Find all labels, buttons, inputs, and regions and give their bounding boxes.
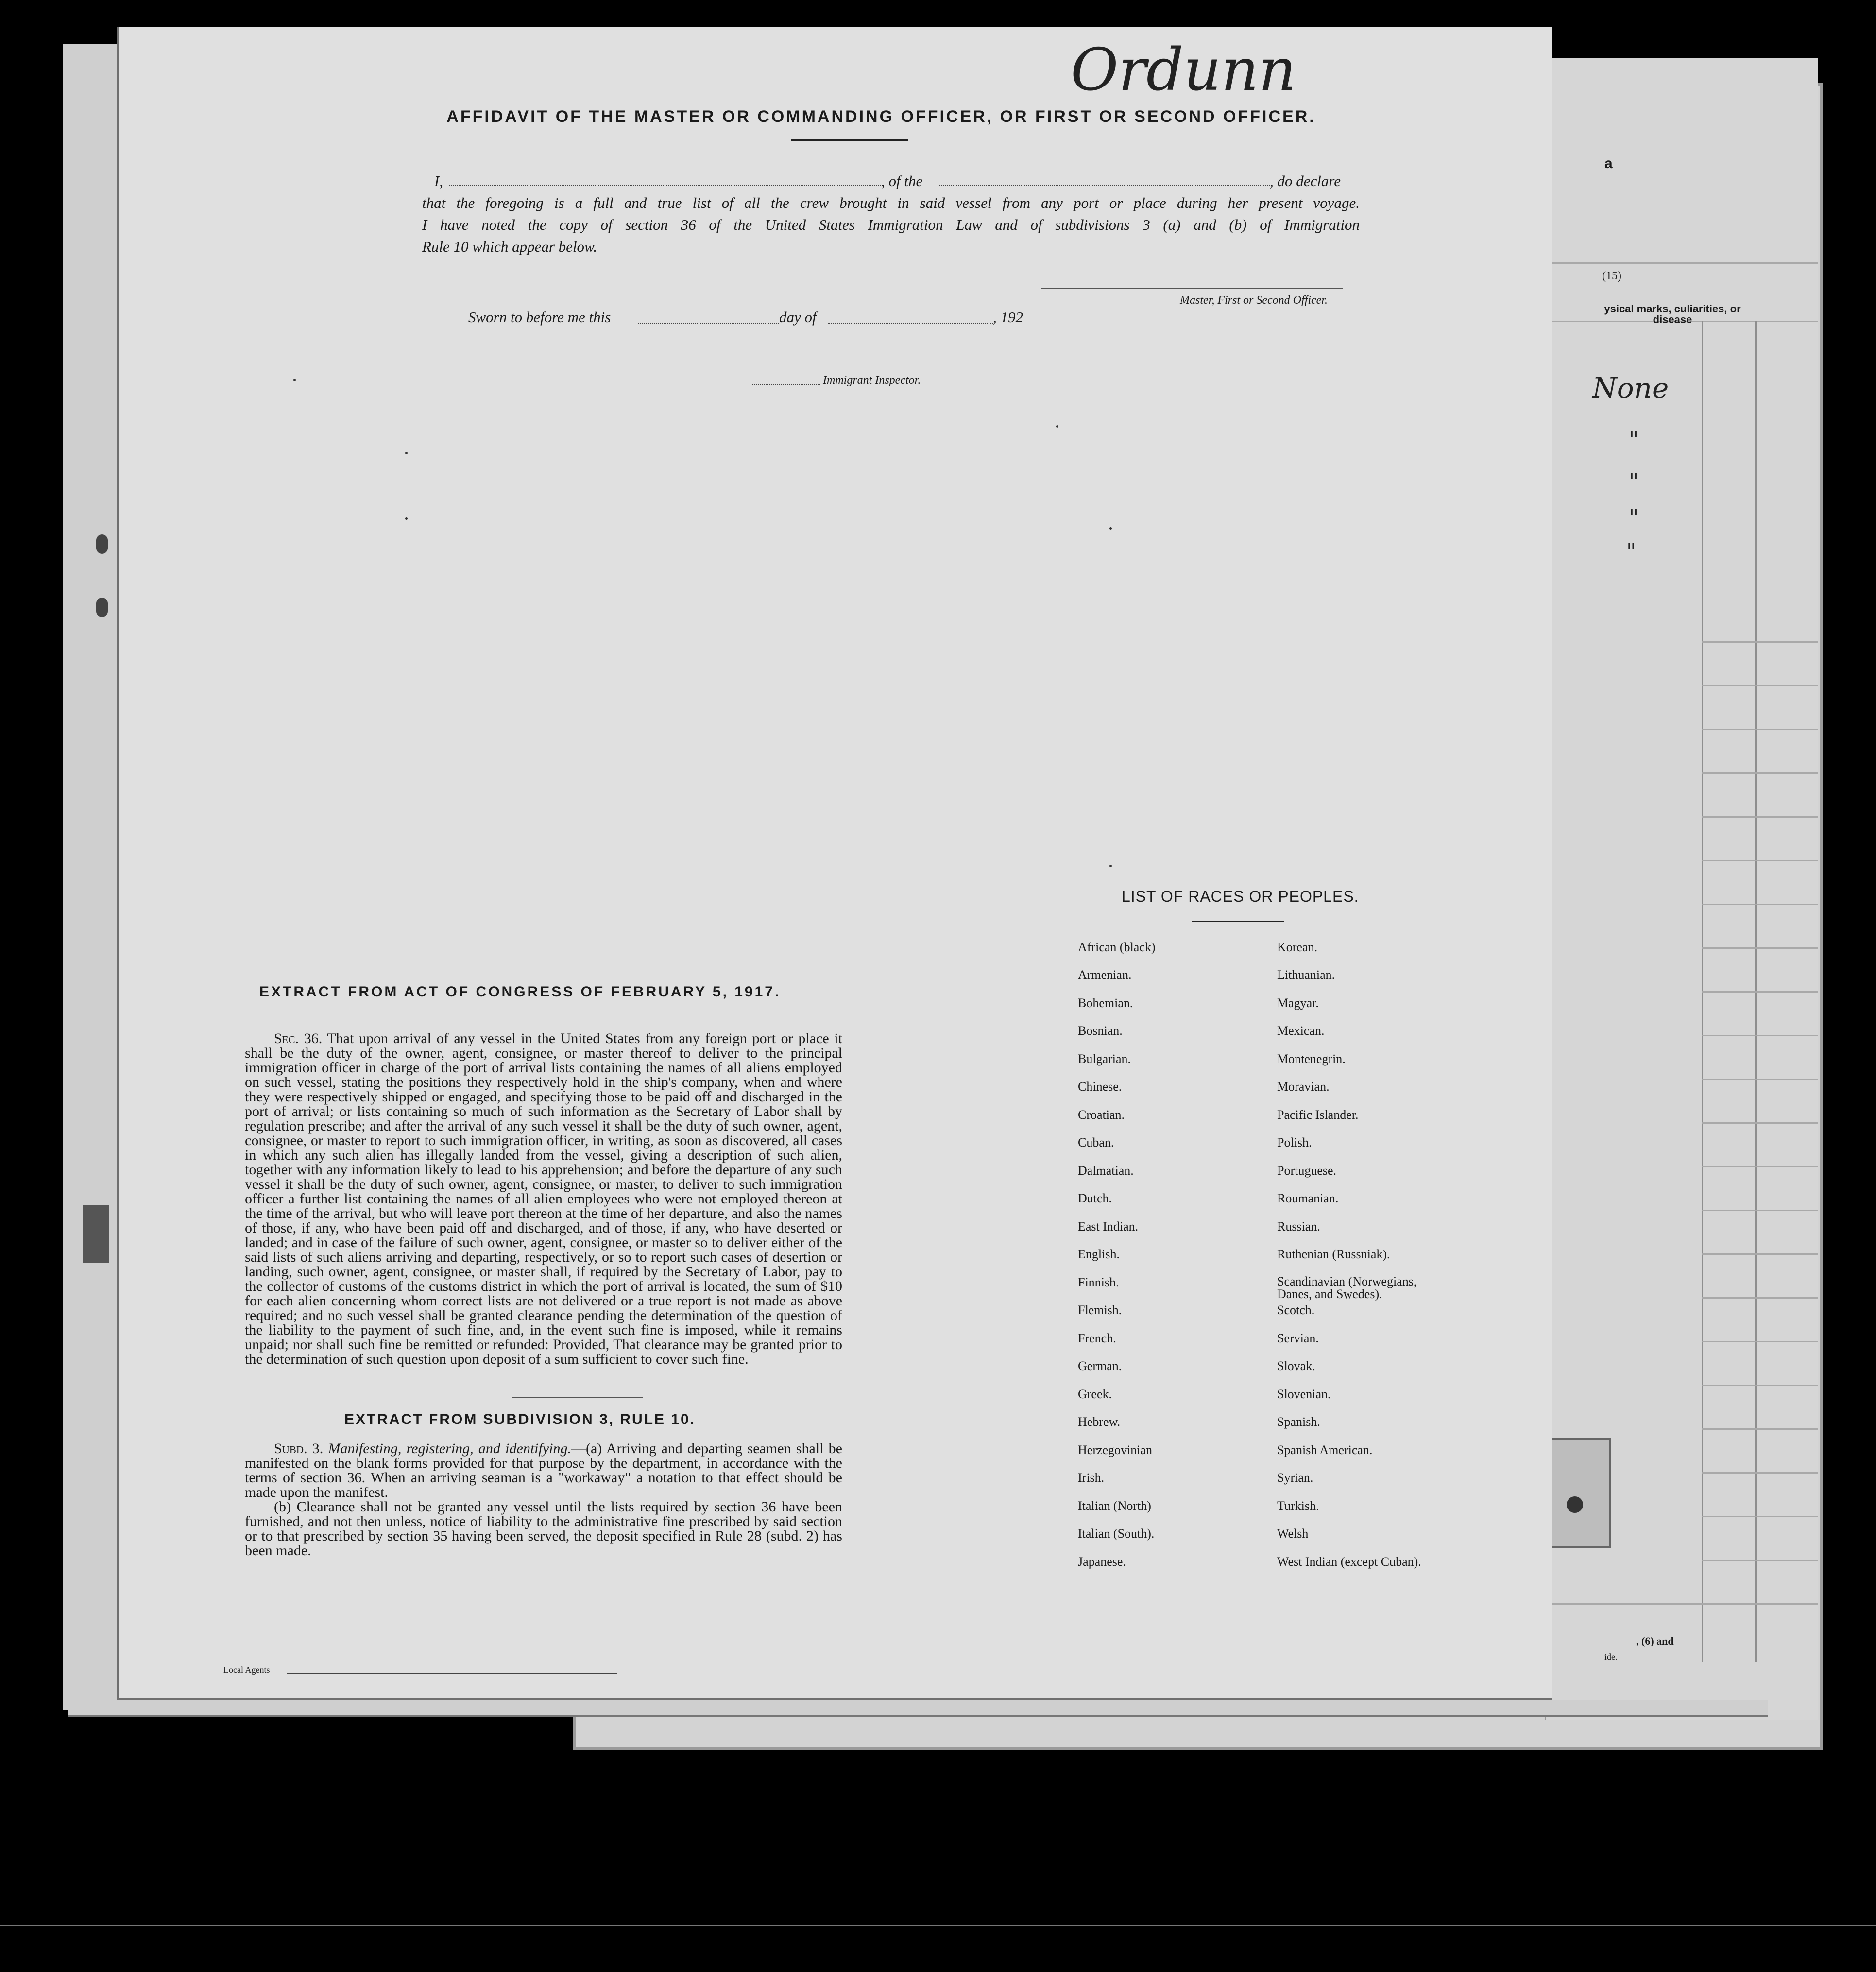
signature-caption: Master, First or Second Officer.	[1180, 294, 1328, 307]
sworn-month-field[interactable]	[828, 323, 993, 324]
handwritten-none: None	[1592, 372, 1669, 405]
race-item: Italian (South).	[1078, 1526, 1155, 1541]
rule-10-text-a: Subd. 3. Manifesting, registering, and identifying.—(a) Arriving and departing seamen shall be manifested on the blank forms provided for that purpose by the department, in accordance with the terms of section 36. When an arriving seaman is a "workaway" a notation to that effect should be made upon the manifest.	[245, 1440, 842, 1500]
extract-rule-title: EXTRACT FROM SUBDIVISION 3, RULE 10.	[344, 1411, 696, 1427]
paper-speck	[1109, 527, 1112, 530]
race-item: Lithuanian.	[1277, 968, 1335, 982]
ditto-mark: "	[1629, 428, 1639, 452]
master-name-field[interactable]	[449, 185, 881, 186]
race-item: East Indian.	[1078, 1219, 1139, 1234]
race-item: German.	[1078, 1359, 1122, 1373]
paper-speck	[1109, 865, 1112, 867]
race-item: Roumanian.	[1277, 1191, 1339, 1205]
race-item: Bosnian.	[1078, 1024, 1123, 1038]
races-title-underline	[1192, 921, 1284, 922]
race-item: Scandinavian (Norwegians, Danes, and Swedes).	[1277, 1274, 1417, 1301]
binding-clip	[1550, 1438, 1611, 1548]
paper-speck	[405, 517, 408, 520]
race-item: Bohemian.	[1078, 996, 1133, 1010]
race-item: Mexican.	[1277, 1024, 1325, 1038]
race-item: Finnish.	[1078, 1275, 1119, 1289]
extract-act-title: EXTRACT FROM ACT OF CONGRESS OF FEBRUARY 5, 1917.	[259, 984, 781, 1000]
race-item: French.	[1078, 1331, 1116, 1345]
race-item: Hebrew.	[1078, 1415, 1121, 1429]
handwritten-name: Ordunn	[1071, 36, 1296, 104]
race-item: Ruthenian (Russniak).	[1277, 1247, 1390, 1261]
paper-speck	[405, 452, 408, 454]
inspector-caption: Immigrant Inspector.	[823, 374, 921, 387]
binding-hole	[96, 598, 108, 617]
title-underline	[791, 139, 908, 141]
ditto-mark: "	[1629, 469, 1639, 494]
affidavit-line2: that the foregoing is a full and true list of all the crew brought in said vessel from any port or place during her present voyage.	[422, 194, 1360, 211]
column-number: (15)	[1602, 270, 1621, 282]
race-item: Korean.	[1277, 940, 1318, 954]
race-item: Welsh	[1277, 1526, 1309, 1541]
race-item: West Indian (except Cuban).	[1277, 1555, 1421, 1569]
binding-hole	[1567, 1496, 1583, 1513]
master-signature-line[interactable]	[1041, 288, 1343, 289]
race-item: Spanish American.	[1277, 1443, 1373, 1457]
race-item: Magyar.	[1277, 996, 1319, 1010]
races-title: LIST OF RACES OR PEOPLES.	[1122, 888, 1359, 905]
race-item: Armenian.	[1078, 968, 1132, 982]
sworn-day-field[interactable]	[638, 323, 779, 324]
inspector-dots	[752, 384, 820, 385]
race-item: Slovak.	[1277, 1359, 1315, 1373]
race-item: Flemish.	[1078, 1303, 1122, 1317]
race-item: Spanish.	[1277, 1415, 1320, 1429]
race-item: Irish.	[1078, 1471, 1105, 1485]
race-item: Portuguese.	[1277, 1164, 1337, 1178]
race-item: Dalmatian.	[1078, 1164, 1134, 1178]
section-36-text: Sec. 36. That upon arrival of any vessel in the United States from any foreign port or place it shall be the duty of the owner, agent, consignee, or master thereof to deliver to the principal immigration officer in charge of the port of arrival lists containing the names of all aliens employed on such vessel, stating the positions they respectively hold in the ship's company, when and where they were respectively shipped or engaged, and specifying those to be paid off and discharged in the port of arrival; or lists containing so much of such information as the Secretary of Labor shall by regulation prescribe; and after the arrival of any such vessel it shall be the duty of such owner, agent, consignee, or master to report to such immigration officer, in writing, as soon as discovered, all cases in which any such alien has illegally landed from the vessel, giving a description of such alien, together with any information likely to lead to his apprehension; and before the departure of any such vessel it shall be the duty of such owner, agent, consignee, or master, to deliver to such immigration officer a further list containing the names of all alien employees who were not employed thereon at the time of the arrival, but who will leave port thereon at the time of her departure, and also the names of those, if any, who have been paid off and discharged, and of those, if any, who have deserted or landed; and in case of the failure of such owner, agent, consignee, or master so to deliver either of the said lists of such aliens arriving and departing, respectively, or so to report such cases of desertion or landing, such owner, agent, consignee, or master shall, if required by the Secretary of Labor, pay to the collector of customs of the customs district in which the port of arrival is located, the sum of $10 for each alien concerning whom correct lists are not delivered or a true report is not made as above required; and no such vessel shall be granted clearance pending the determination of the question of the liability to the payment of such fine, and, in the event such fine is imposed, while it remains unpaid; nor shall such fine be remitted or refunded: Provided, That clearance may be granted prior to the determination of such question upon deposit of a sum sufficient to cover such fine.	[245, 1030, 842, 1367]
local-agents-line[interactable]	[287, 1673, 617, 1674]
race-item: Moravian.	[1277, 1080, 1330, 1094]
ditto-mark: "	[1629, 505, 1639, 530]
race-item: Greek.	[1078, 1387, 1112, 1401]
race-item: Russian.	[1277, 1219, 1320, 1234]
sworn-day-of: day of	[779, 309, 817, 326]
race-item: Croatian.	[1078, 1108, 1125, 1122]
affidavit-line3: I have noted the copy of section 36 of the United States Immigration Law and of subdivisions 3 (a) and (b) of Immigration	[422, 216, 1360, 233]
race-item: Slovenian.	[1277, 1387, 1331, 1401]
race-item: English.	[1078, 1247, 1120, 1261]
race-item: Pacific Islander.	[1277, 1108, 1359, 1122]
scan-border-line	[0, 1925, 1876, 1926]
race-item: Montenegrin.	[1277, 1052, 1346, 1066]
paper-speck	[1056, 425, 1058, 428]
race-item: Japanese.	[1078, 1555, 1126, 1569]
right-sheet-letter: a	[1604, 155, 1613, 171]
race-item: African (black)	[1078, 940, 1156, 954]
affidavit-title: AFFIDAVIT OF THE MASTER OR COMMANDING OFFICER, OR FIRST OR SECOND OFFICER.	[446, 107, 1316, 126]
ditto-mark: "	[1626, 539, 1637, 564]
race-item: Bulgarian.	[1078, 1052, 1131, 1066]
race-item: Italian (North)	[1078, 1499, 1151, 1513]
race-item: Polish.	[1277, 1135, 1312, 1149]
paper-speck	[293, 379, 296, 381]
affidavit-line4: Rule 10 which appear below.	[422, 238, 597, 255]
race-item: Dutch.	[1078, 1191, 1112, 1205]
affidavit-line1-prefix: I,	[434, 172, 443, 189]
column-header: ysical marks, culiarities, or disease	[1604, 303, 1741, 326]
rule-10-text-b: (b) Clearance shall not be granted any vessel until the lists required by section 36 have been furnished, and not then unless, notice of liability to the administrative fine prescribed by said section or to that prescribed by section 35 having been served, the deposit specified in Rule 28 (subd. 2) has been made.	[245, 1499, 842, 1559]
race-item: Turkish.	[1277, 1499, 1319, 1513]
binding-hole	[96, 534, 108, 554]
sworn-year: , 192	[993, 309, 1023, 326]
right-footer-fragment-2: ide.	[1604, 1652, 1618, 1662]
sworn-prefix: Sworn to before me this	[468, 309, 611, 326]
race-item: Scotch.	[1277, 1303, 1315, 1317]
main-page	[117, 27, 1552, 1701]
vessel-name-field[interactable]	[939, 185, 1270, 186]
affidavit-line1-suffix: , do declare	[1270, 172, 1341, 189]
affidavit-of-the: , of the	[881, 172, 923, 189]
race-item: Syrian.	[1277, 1471, 1313, 1485]
race-item: Herzegovinian	[1078, 1443, 1153, 1457]
section-divider	[512, 1397, 643, 1398]
race-item: Servian.	[1277, 1331, 1319, 1345]
race-item: Cuban.	[1078, 1135, 1114, 1149]
race-item: Chinese.	[1078, 1080, 1122, 1094]
right-footer-fragment: , (6) and	[1636, 1635, 1674, 1647]
binding-clip	[83, 1205, 109, 1263]
stack-bottom-edge	[68, 1700, 1768, 1717]
local-agents-label: Local Agents	[223, 1665, 270, 1675]
